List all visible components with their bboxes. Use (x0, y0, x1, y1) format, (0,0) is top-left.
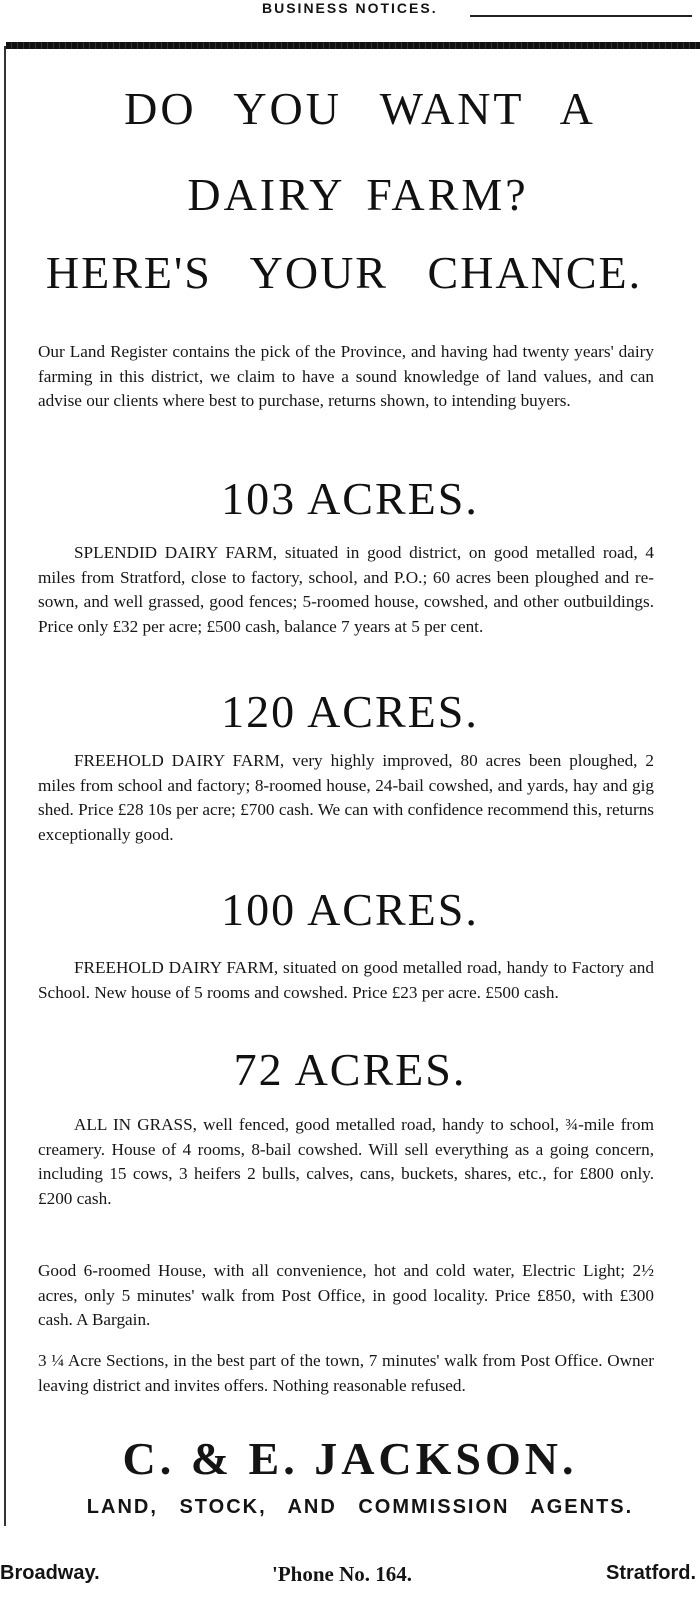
header-rule (470, 15, 692, 17)
listing-heading-100-acres: 100 ACRES. (221, 884, 479, 935)
listing-text-sections: 3 ¼ Acre Sections, in the best part of the town, 7 minutes' walk from Post Office. Owner leaving district and invites offers. Nothing reasonable refused. (38, 1351, 654, 1395)
listing-text-120-acres: FREEHOLD DAIRY FARM, very highly improved, 80 acres been ploughed, 2 miles from school and factory; 8-roomed house, 24-bail cowshed, and yards, hay and gig shed. Price £28 10s per acre; £700 cash. We can with confidence recommend this, returns exceptionally good. (38, 751, 654, 844)
listing-text-100-acres: FREEHOLD DAIRY FARM, situated on good metalled road, handy to Factory and School. New house of 5 rooms and cowshed. Price £23 per acre. £500 cash. (38, 958, 654, 1002)
intro-paragraph: Our Land Register contains the pick of the Province, and having had twenty years' dairy farming in this district, we claim to have a sound knowledge of land values, and can advise our clients where best to purchase, returns shown, to intending buyers. (38, 342, 654, 410)
page-header (0, 0, 700, 20)
headline-line-2: DAIRY FARM? (187, 169, 529, 220)
section-title: BUSINESS NOTICES. (262, 0, 438, 16)
listing-heading-120-acres: 120 ACRES. (221, 686, 479, 737)
headline-line-1: DO YOU WANT A (124, 83, 596, 134)
top-border-rule (6, 42, 700, 49)
listing-text-103-acres: SPLENDID DAIRY FARM, situated in good district, on good metalled road, 4 miles from Stratford, close to factory, school, and P.O.; 60 acres been ploughed and re-sown, and well grassed, good fences; 5-roomed house, cowshed, and other outbuildings. Price only £32 per acre; £500 cash, balance 7 years at 5 per cent. (38, 543, 654, 636)
phone-number: 'Phone No. 164. (272, 1562, 413, 1586)
firm-footer (0, 1562, 700, 1592)
listing-text-72-acres: ALL IN GRASS, well fenced, good metalled road, handy to school, ¾-mile from creamery. House of 4 rooms, 8-bail cowshed. Will sell everything as a going concern, including 15 cows, 3 heifers 2 bulls, calves, cans, buckets, shares, etc., for £800 only. £200 cash. (38, 1115, 654, 1208)
firm-tagline: LAND, STOCK, AND COMMISSION AGENTS. (86, 1496, 634, 1518)
firm-name: C. & E. JACKSON. (122, 1433, 578, 1484)
listing-heading-72-acres: 72 ACRES. (233, 1044, 467, 1095)
headline-line-3: HERE'S YOUR CHANCE. (45, 247, 643, 298)
address-left: Broadway. (0, 1562, 100, 1584)
listing-heading-103-acres: 103 ACRES. (221, 473, 479, 524)
address-right: Stratford. (606, 1562, 696, 1584)
listing-text-house: Good 6-roomed House, with all convenience, hot and cold water, Electric Light; 2½ acres, only 5 minutes' walk from Post Office, in good locality. Price £850, with £300 cash. A Bargain. (38, 1261, 654, 1329)
